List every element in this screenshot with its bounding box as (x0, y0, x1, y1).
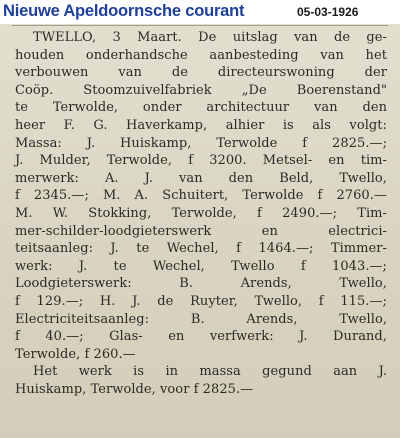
clipping-header (0, 0, 400, 24)
article-line: f 40.—; Glas- en verfwerk: J. Durand, (15, 329, 387, 345)
article-line: Terwolde, f 260.— (15, 346, 136, 362)
article-body (15, 29, 387, 398)
article-line: merwerk: A. J. van den Beld, Twello, (15, 170, 387, 186)
newspaper-title: Nieuwe Apeldoornsche courant (3, 2, 245, 20)
article-line: teitsaanleg: J. te Wechel, f 1464.—; Timmer- (15, 241, 387, 257)
article-line: M. W. Stokking, Terwolde, f 2490.—; Tim- (15, 205, 387, 221)
article-line: heer F. G. Haverkamp, alhier is als volgt: (15, 117, 387, 133)
publication-date: 05-03-1926 (297, 5, 359, 19)
article-line: J. Mulder, Terwolde, f 3200. Metsel- en tim- (15, 153, 387, 169)
column-rule (12, 25, 388, 26)
article-line: f 129.—; H. J. de Ruyter, Twello, f 115.—; (15, 293, 387, 309)
article-line: Electriciteitsaanleg: B. Arends, Twello, (15, 311, 387, 327)
article-line: TWELLO, 3 Maart. De uitslag van de ge- (33, 30, 387, 45)
article-line: Massa: J. Huiskamp, Terwolde f 2825.—; (15, 135, 387, 151)
article-line: Loodgieterswerk: B. Arends, Twello, (15, 276, 387, 292)
article-line: Coöp. Stoomzuivelfabriek „De Boerenstand" (15, 82, 387, 98)
article-line: Huiskamp, Terwolde, voor f 2825.— (15, 381, 254, 397)
article-line: mer-schilder-loodgieterswerk en electrici- (15, 223, 387, 239)
article-line: Het werk is in massa gegund aan J. (33, 364, 387, 380)
newspaper-clipping (0, 24, 400, 438)
article-line: werk: J. te Wechel, Twello f 1043.—; (15, 258, 387, 274)
article-line: te Terwolde, onder architectuur van den (15, 100, 387, 116)
article-line: houden onderhandsche aanbesteding van het (15, 47, 387, 63)
article-line: verbouwen van de directeurswoning der (15, 65, 387, 81)
article-line: f 2345.—; M. A. Schuitert, Terwolde f 2760.— (15, 188, 387, 204)
